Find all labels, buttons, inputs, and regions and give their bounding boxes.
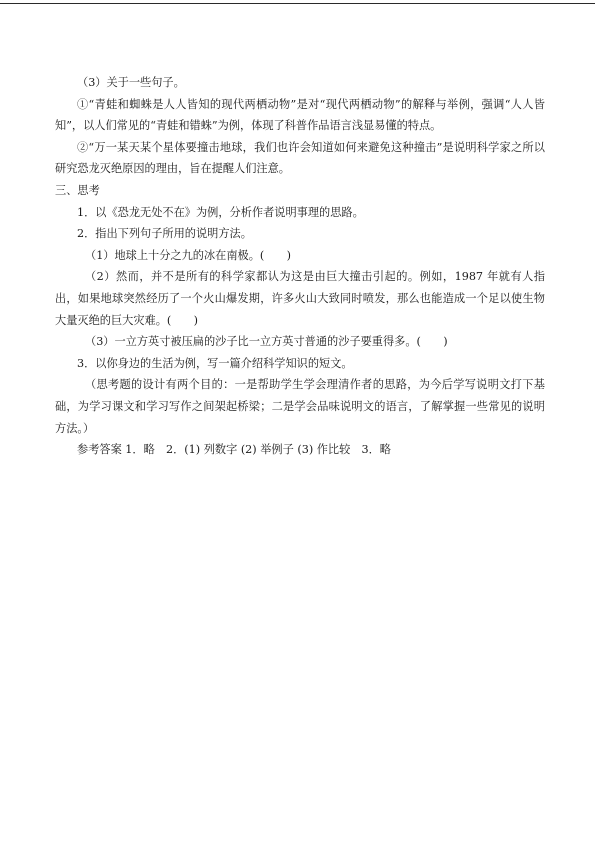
question-2: 2．指出下列句子所用的说明方法。 xyxy=(77,227,252,241)
item-3-heading: （3）关于一些句子。 xyxy=(77,76,185,89)
question-3: 3．以你身边的生活为例，写一篇介绍科学知识的短文。 xyxy=(77,356,353,370)
document-body xyxy=(55,72,545,461)
question-2-sub-2: （2）然而，并不是所有的科学家都认为这是由巨大撞击引起的。例如，1987 年就有人指出，如果地球突然经历了一个火山爆发期，许多火山大致同时喷发，那么也能造成一个足以使生物大量灭绝的巨大灾难。( ) xyxy=(55,270,545,327)
question-1: 1．以《恐龙无处不在》为例，分析作者说明事理的思路。 xyxy=(77,205,364,219)
question-2-sub-3: （3）一立方英寸被压扁的沙子比一立方英寸普通的沙子要重得多。( ) xyxy=(85,335,448,349)
top-rule xyxy=(0,3,595,4)
item-3-point-2: ②“万一某天某个星体要撞击地球，我们也许会知道如何来避免这种撞击”是说明科学家之所以研究恐龙灭绝原因的理由，旨在提醒人们注意。 xyxy=(55,140,545,176)
design-note: （思考题的设计有两个目的：一是帮助学生学会理清作者的思路，为今后学写说明文打下基础，为学习课文和学习写作之间架起桥梁；二是学会品味说明文的语言，了解掌握一些常见的说明方法。） xyxy=(55,378,545,435)
reference-answers: 参考答案 1．略 2．(1) 列数字 (2) 举例子 (3) 作比较 3．略 xyxy=(77,443,391,457)
section-three-heading: 三、思考 xyxy=(55,183,100,197)
question-2-sub-1: （1）地球上十分之九的冰在南极。( ) xyxy=(85,248,292,262)
item-3-point-1: ①“青蛙和蜘蛛是人人皆知的现代两栖动物”是对“现代两栖动物”的解释与举例，强调“人人皆知”，以人们常见的“青蛙和错蛛”为例，体现了科普作品语言浅显易懂的特点。 xyxy=(55,97,545,133)
